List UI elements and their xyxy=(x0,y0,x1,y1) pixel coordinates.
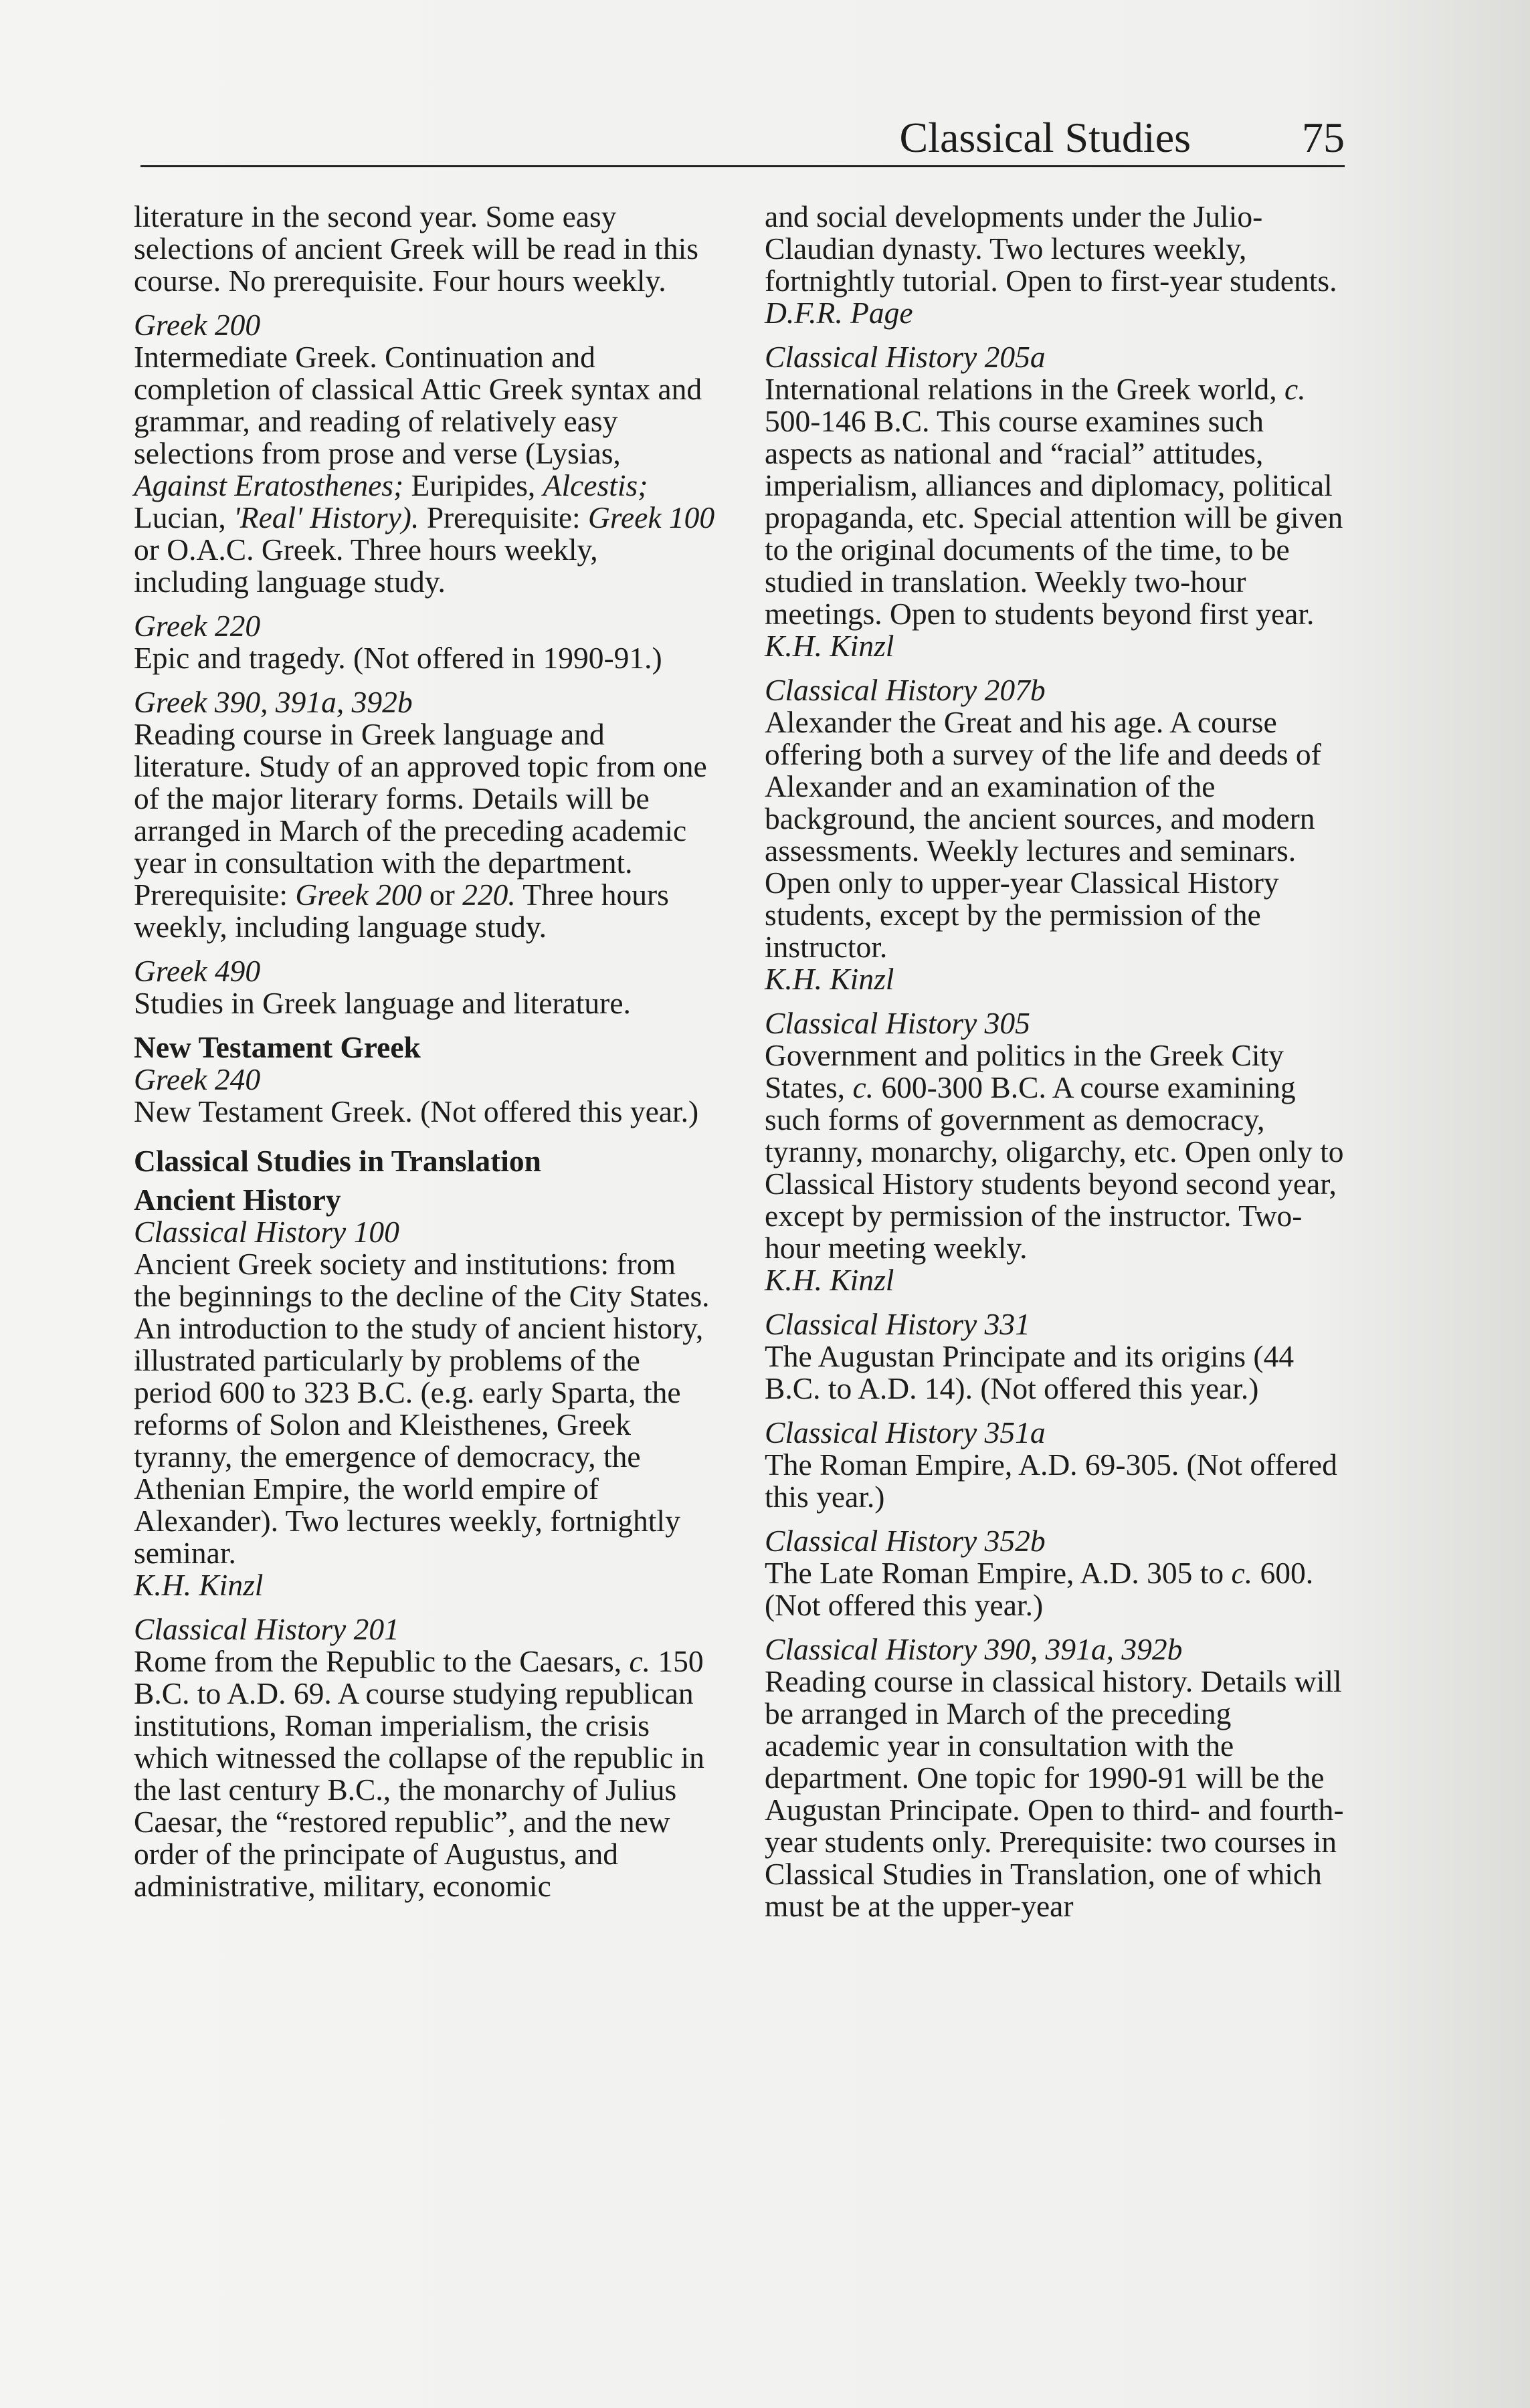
course-description: Rome from the Republic to the Caesars, c. 150 B.C. to A.D. 69. A course studying republican institutions, Roman imperialism, the crisis which witnessed the collapse of the republic in the last century B.C., the monarchy of Julius Caesar, the “restored republic”, and the new order of the principate of Augustus, and administrative, military, economic xyxy=(134,1644,704,1903)
course-classical-history-331 xyxy=(765,1308,1347,1405)
course-instructor: K.H. Kinzl xyxy=(765,629,894,663)
course-description: Government and politics in the Greek City States, c. 600-300 B.C. A course examining such forms of government as democracy, tyranny, monarchy, oligarchy, etc. Open only to Classical History students beyond second year, except by permission of the instructor. Two-hour meeting weekly. xyxy=(765,1038,1344,1265)
course-greek-200 xyxy=(134,309,716,598)
course-continuation xyxy=(765,201,1347,329)
running-head: Classical Studies xyxy=(899,114,1191,161)
course-greek-390 xyxy=(134,686,716,943)
section-heading-classical-studies-in-translation: Classical Studies in Translation xyxy=(134,1144,541,1178)
page-header xyxy=(140,107,1345,167)
course-instructor: K.H. Kinzl xyxy=(765,1263,894,1297)
course-classical-history-351a xyxy=(765,1417,1347,1513)
course-instructor: D.F.R. Page xyxy=(765,296,913,330)
course-greek-490 xyxy=(134,955,716,1019)
course-description: The Roman Empire, A.D. 69-305. (Not offered this year.) xyxy=(765,1447,1337,1514)
course-classical-history-100 xyxy=(134,1216,716,1601)
course-title: Greek 390, 391a, 392b xyxy=(134,685,413,719)
course-description: International relations in the Greek world, c. 500-146 B.C. This course examines such aspects as national and “racial” attitudes, imperialism, alliances and diplomacy, political propaganda, etc. Special attention will be given to the original documents of the time, to be studied in translation. Weekly two-hour meetings. Open to students beyond first year. xyxy=(765,372,1343,631)
course-description: Reading course in classical history. Details will be arranged in March of the preceding academic year in consultation with the department. One topic for 1990-91 will be the Augustan Principate. Open to third- and fourth-year students only. Prerequisite: two courses in Classical Studies in Translation, one of which must be at the upper-year xyxy=(765,1664,1344,1923)
course-classical-history-205a xyxy=(765,341,1347,662)
course-description: Intermediate Greek. Continuation and completion of classical Attic Greek syntax and grammar, and reading of relatively easy selections from prose and verse (Lysias, Against Eratosthenes; Euripides, Alcestis; Lucian, 'Real' History). Prerequisite: Greek 100 or O.A.C. Greek. Three hours weekly, including language study. xyxy=(134,340,715,599)
course-classical-history-207b xyxy=(765,674,1347,995)
course-title: Classical History 352b xyxy=(765,1524,1046,1558)
header-rule xyxy=(140,165,1345,167)
course-description: The Augustan Principate and its origins (44 B.C. to A.D. 14). (Not offered this year.) xyxy=(765,1339,1295,1405)
course-instructor: K.H. Kinzl xyxy=(134,1568,264,1602)
course-instructor: K.H. Kinzl xyxy=(765,962,894,996)
course-classical-history-305 xyxy=(765,1007,1347,1296)
course-title: Classical History 351a xyxy=(765,1415,1046,1449)
course-description: Ancient Greek society and institutions: from the beginnings to the decline of the City States. An introduction to the study of ancient history, illustrated particularly by problems of the period 600 to 323 B.C. (e.g. early Sparta, the reforms of Solon and Kleisthenes, Greek tyranny, the emergence of democracy, the Athenian Empire, the world empire of Alexander). Two lectures weekly, fortnightly seminar. xyxy=(134,1247,710,1570)
course-title: Classical History 100 xyxy=(134,1215,399,1249)
right-column xyxy=(765,201,1347,1934)
page-number: 75 xyxy=(1302,114,1345,161)
intro-paragraph: literature in the second year. Some easy selections of ancient Greek will be read in this course. No prerequisite. Four hours weekly. xyxy=(134,199,698,298)
course-description: The Late Roman Empire, A.D. 305 to c. 600. (Not offered this year.) xyxy=(765,1556,1314,1622)
course-title: Greek 240 xyxy=(134,1062,261,1096)
course-title: Greek 490 xyxy=(134,954,261,988)
course-greek-220 xyxy=(134,610,716,674)
course-title: Classical History 201 xyxy=(134,1612,399,1646)
section-heading-ancient-history: Ancient History xyxy=(134,1183,341,1217)
course-description: Reading course in Greek language and literature. Study of an approved topic from one of the major literary forms. Details will be arranged in March of the preceding academic year in consultation with the department. Prerequisite: Greek 200 or 220. Three hours weekly, including language study. xyxy=(134,717,707,944)
section-heading-new-testament-greek: New Testament Greek xyxy=(134,1030,421,1064)
course-title: Classical History 207b xyxy=(765,673,1046,707)
course-title: Classical History 390, 391a, 392b xyxy=(765,1632,1183,1666)
course-title: Classical History 205a xyxy=(765,340,1046,374)
course-description: Alexander the Great and his age. A course offering both a survey of the life and deeds of Alexander and an examination of the background, the ancient sources, and modern assessments. Weekly lectures and seminars. Open only to upper-year Classical History students, except by the permission of the instructor. xyxy=(765,705,1321,964)
course-classical-history-390 xyxy=(765,1633,1347,1922)
course-description: New Testament Greek. (Not offered this year.) xyxy=(134,1094,699,1128)
course-classical-history-201 xyxy=(134,1613,716,1902)
course-description: Epic and tragedy. (Not offered in 1990-91.) xyxy=(134,641,662,675)
course-greek-240 xyxy=(134,1064,716,1128)
left-column xyxy=(134,201,716,1914)
course-title: Greek 200 xyxy=(134,308,261,342)
course-title: Greek 220 xyxy=(134,609,261,643)
course-title: Classical History 331 xyxy=(765,1307,1030,1341)
course-description: and social developments under the Julio-Claudian dynasty. Two lectures weekly, fortnightly tutorial. Open to first-year students. xyxy=(765,199,1337,298)
course-title: Classical History 305 xyxy=(765,1006,1030,1040)
course-classical-history-352b xyxy=(765,1525,1347,1621)
course-description: Studies in Greek language and literature. xyxy=(134,986,631,1020)
